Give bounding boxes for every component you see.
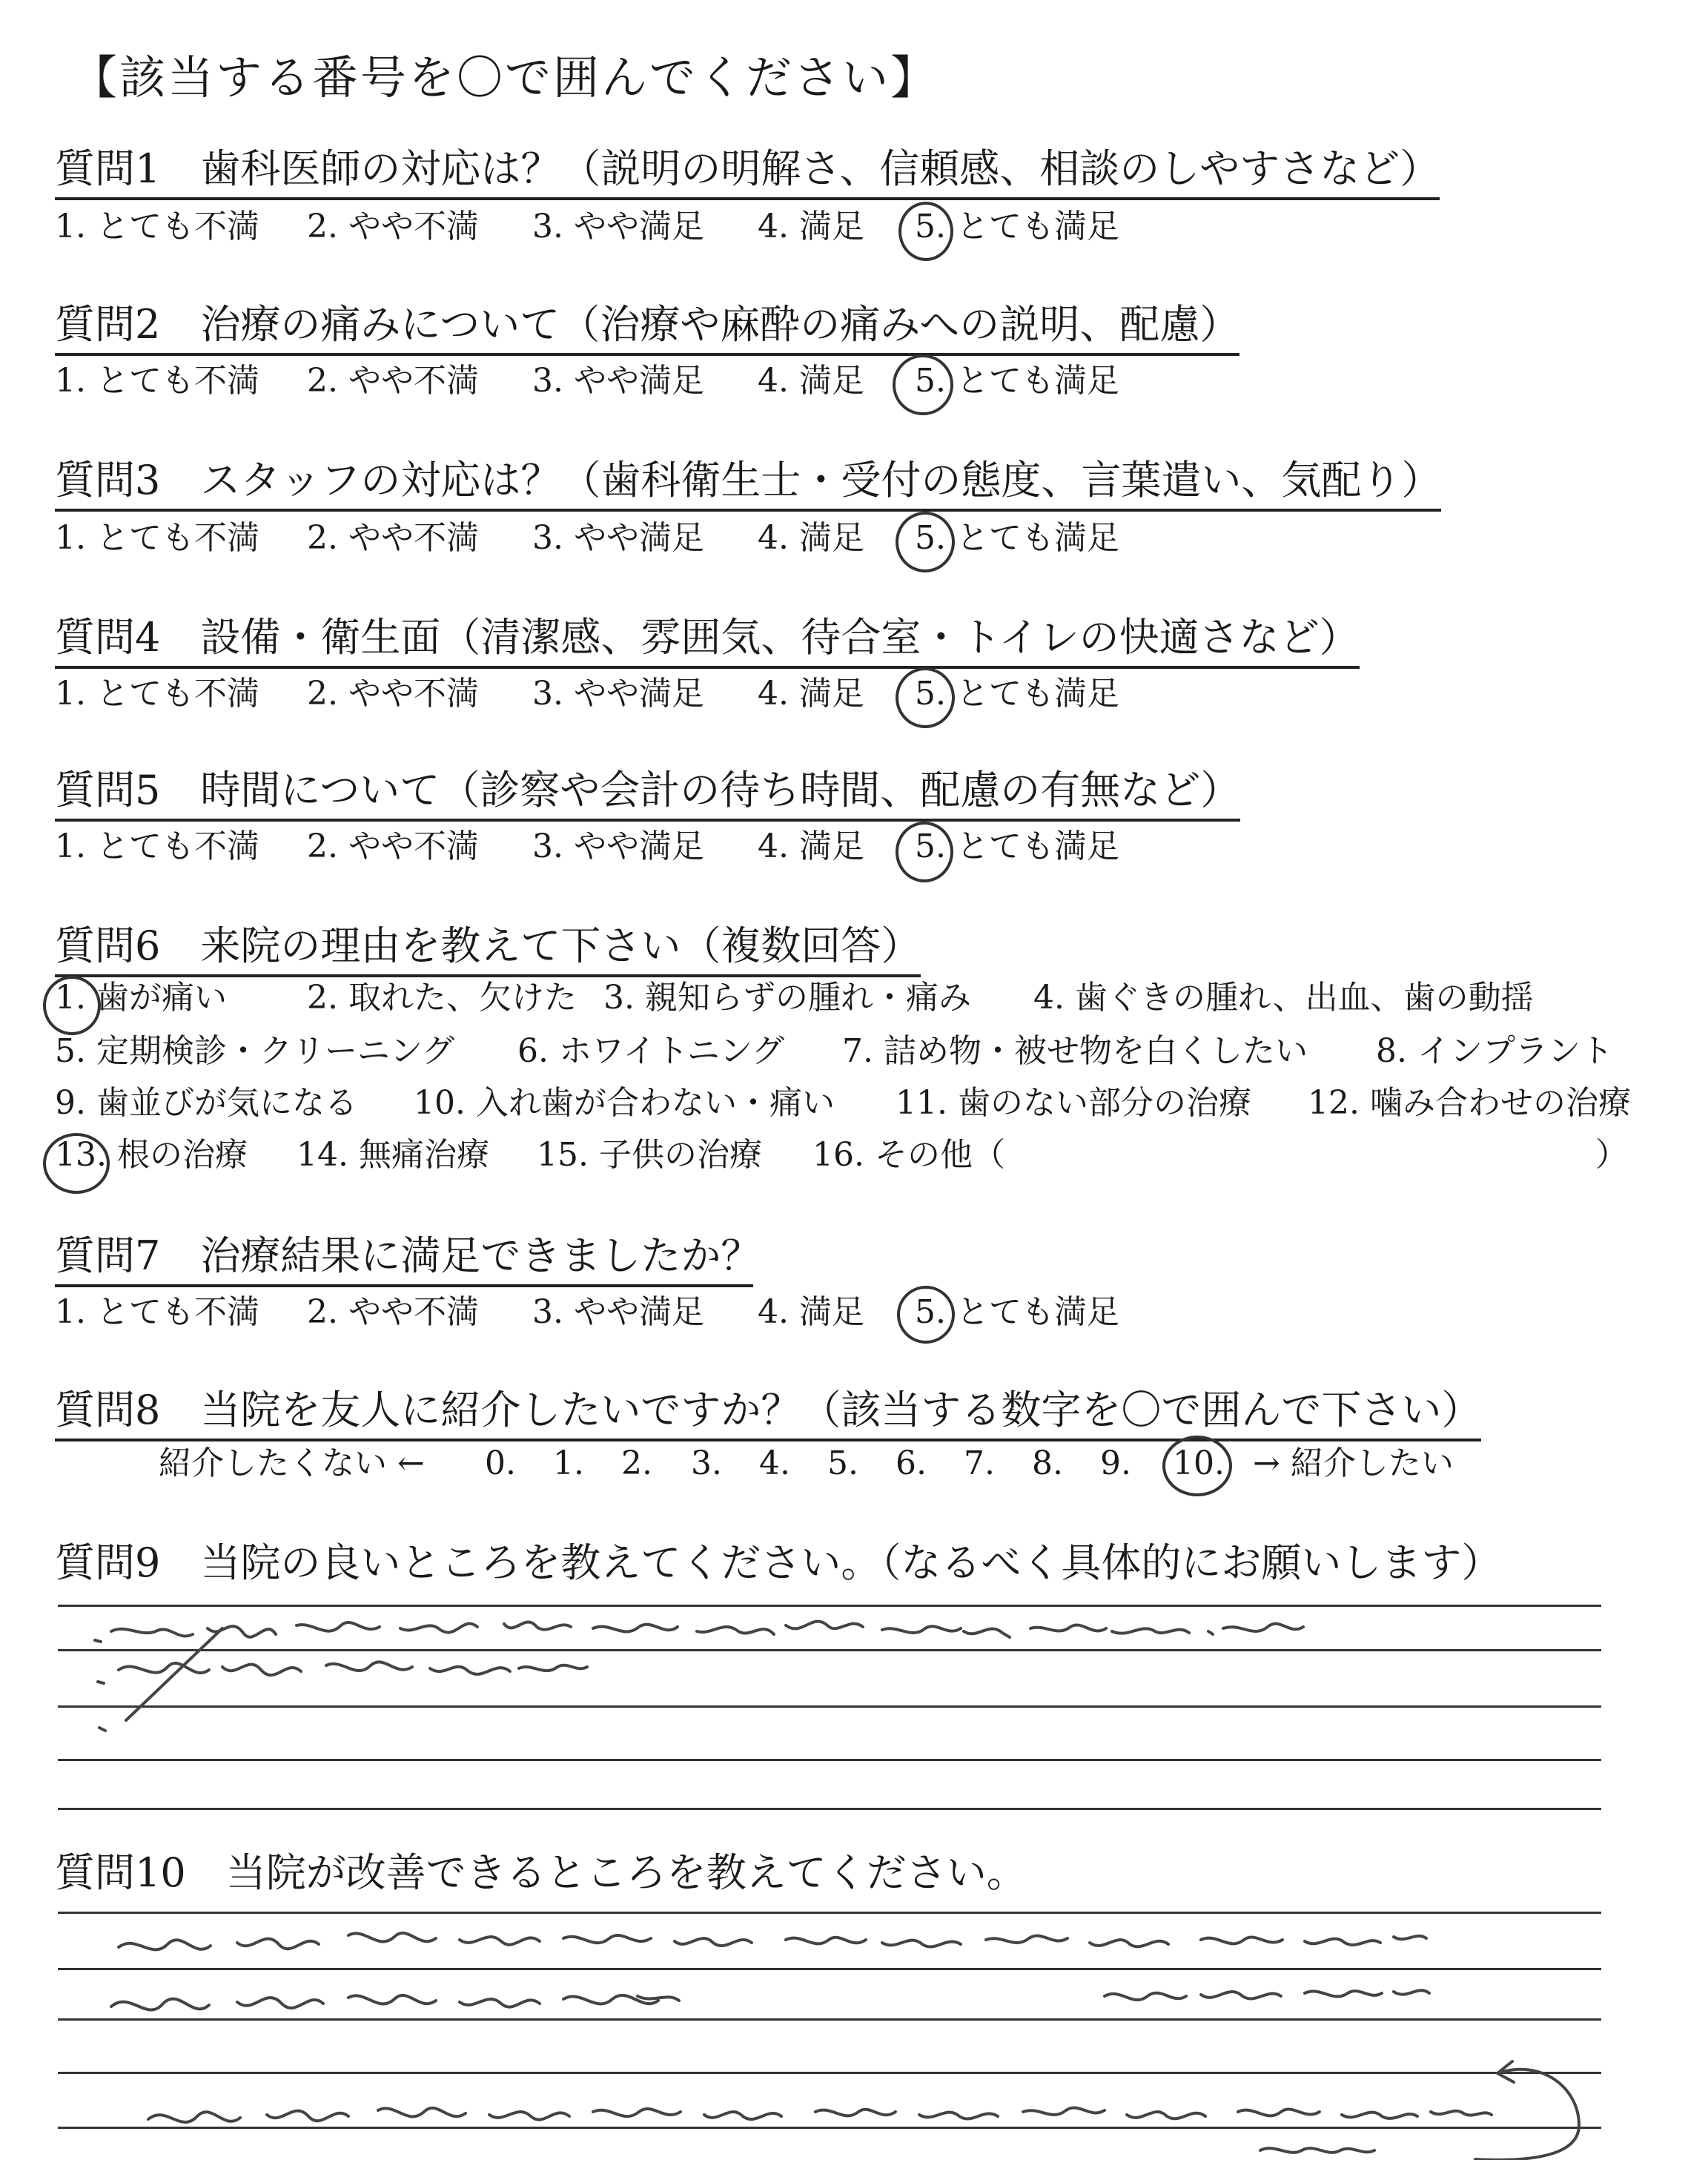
q8-right-label: → 紹介したい (1253, 1444, 1454, 1482)
q9-handwriting-line-2 (98, 1662, 587, 1683)
q8-left-label: 紹介したくない ← (159, 1444, 425, 1482)
question-8-heading: 質問8 当院を友人に紹介したいですか？（該当する数字を〇で囲んで下さい） (55, 1387, 1481, 1441)
q6-option-14[interactable]: 14. 無痛治療 (297, 1136, 489, 1174)
q2-option-1[interactable]: 1. とても不満 (55, 362, 259, 400)
q3-option-3[interactable]: 3. やや満足 (532, 519, 704, 557)
q3-option-4[interactable]: 4. 満足 (758, 519, 864, 557)
q2-option-4[interactable]: 4. 満足 (758, 362, 864, 400)
question-9-heading: 質問9 当院の良いところを教えてください。（なるべく具体的にお願いします） (55, 1539, 1502, 1586)
q8-scale-3[interactable]: 3. (691, 1444, 722, 1482)
q6-option-1[interactable]: 1. 歯が痛い (55, 979, 227, 1017)
q8-scale-5[interactable]: 5. (827, 1444, 858, 1482)
question-5-heading: 質問5 時間について（診察や会計の待ち時間、配慮の有無など） (55, 767, 1240, 822)
q1-option-4[interactable]: 4. 満足 (758, 208, 864, 245)
q7-option-2[interactable]: 2. やや不満 (307, 1293, 479, 1331)
q10-handwriting-line-4 (148, 2108, 1492, 2122)
q6-option-5[interactable]: 5. 定期検診・クリーニング (55, 1032, 455, 1070)
q1-option-5[interactable]: 5. とても満足 (915, 208, 1119, 245)
q8-scale-1[interactable]: 1. (553, 1444, 584, 1482)
q5-option-4[interactable]: 4. 満足 (758, 828, 864, 865)
q8-scale-8[interactable]: 8. (1032, 1444, 1063, 1482)
q1-option-3[interactable]: 3. やや満足 (532, 208, 704, 245)
q10-handwriting-line-1 (119, 1933, 1426, 1950)
q6-other-close-paren: ） (1595, 1136, 1628, 1174)
q8-scale-9[interactable]: 9. (1100, 1444, 1131, 1482)
q10-handwriting-line-2 (111, 1995, 679, 2010)
q8-scale-7[interactable]: 7. (964, 1444, 995, 1482)
q6-option-6[interactable]: 6. ホワイトニング (517, 1032, 785, 1070)
q9-strikethrough (126, 1628, 222, 1720)
q6-option-12[interactable]: 12. 噛み合わせの治療 (1308, 1084, 1631, 1122)
q8-scale-4[interactable]: 4. (759, 1444, 790, 1482)
q3-option-2[interactable]: 2. やや不満 (307, 519, 479, 557)
question-4-heading: 質問4 設備・衛生面（清潔感、雰囲気、待合室・トイレの快適さなど） (55, 614, 1360, 669)
q6-option-2[interactable]: 2. 取れた、欠けた (307, 979, 577, 1017)
q6-option-8[interactable]: 8. インプラント (1376, 1032, 1613, 1070)
q4-option-3[interactable]: 3. やや満足 (532, 675, 704, 713)
q10-bracket-arrow (1475, 2061, 1579, 2160)
q6-option-11[interactable]: 11. 歯のない部分の治療 (896, 1084, 1251, 1122)
q2-option-5[interactable]: 5. とても満足 (915, 362, 1119, 400)
q9-dot (99, 1728, 105, 1731)
q10-handwriting-line-5 (1260, 2148, 1374, 2153)
q2-option-3[interactable]: 3. やや満足 (532, 362, 704, 400)
q5-option-5[interactable]: 5. とても満足 (915, 828, 1119, 865)
q7-option-1[interactable]: 1. とても不満 (55, 1293, 259, 1331)
question-7-heading: 質問7 治療結果に満足できましたか？ (55, 1232, 753, 1287)
q4-option-5[interactable]: 5. とても満足 (915, 675, 1119, 713)
question-3-heading: 質問3 スタッフの対応は？（歯科衛生士・受付の態度、言葉遣い、気配り） (55, 457, 1441, 512)
q6-option-13[interactable]: 13. 根の治療 (55, 1136, 248, 1174)
q7-option-4[interactable]: 4. 満足 (758, 1293, 864, 1331)
q5-option-3[interactable]: 3. やや満足 (532, 828, 704, 865)
question-2-heading: 質問2 治療の痛みについて（治療や麻酔の痛みへの説明、配慮） (55, 301, 1239, 356)
q5-option-2[interactable]: 2. やや不満 (307, 828, 479, 865)
q8-scale-0[interactable]: 0. (485, 1444, 516, 1482)
q4-option-1[interactable]: 1. とても不満 (55, 675, 259, 713)
q1-option-1[interactable]: 1. とても不満 (55, 208, 259, 245)
q3-option-5[interactable]: 5. とても満足 (915, 519, 1119, 557)
question-10-heading: 質問10 当院が改善できるところを教えてください。 (55, 1849, 1027, 1896)
q4-option-2[interactable]: 2. やや不満 (307, 675, 479, 713)
q6-option-4[interactable]: 4. 歯ぐきの腫れ、出血、歯の動揺 (1033, 979, 1534, 1017)
q2-option-2[interactable]: 2. やや不満 (307, 362, 479, 400)
q5-option-1[interactable]: 1. とても不満 (55, 828, 259, 865)
question-6-heading: 質問6 来院の理由を教えて下さい（複数回答） (55, 922, 921, 977)
q6-option-3[interactable]: 3. 親知らずの腫れ・痛み (603, 979, 971, 1017)
page-title: 【該当する番号を〇で囲んでください】 (71, 50, 939, 105)
q8-scale-10[interactable]: 10. (1173, 1444, 1225, 1482)
q6-option-16[interactable]: 16. その他（ (812, 1136, 1005, 1174)
q7-option-3[interactable]: 3. やや満足 (532, 1293, 704, 1331)
q6-option-9[interactable]: 9. 歯並びが気になる (55, 1084, 357, 1122)
q8-scale-6[interactable]: 6. (896, 1444, 927, 1482)
question-1-heading: 質問1 歯科医師の対応は？（説明の明解さ、信頼感、相談のしやすさなど） (55, 145, 1440, 200)
q3-option-1[interactable]: 1. とても不満 (55, 519, 259, 557)
q8-scale-2[interactable]: 2. (621, 1444, 652, 1482)
q10-handwriting-line-3 (1105, 1990, 1429, 2000)
q6-option-15[interactable]: 15. 子供の治療 (537, 1136, 762, 1174)
q7-option-5[interactable]: 5. とても満足 (915, 1293, 1119, 1331)
q1-option-2[interactable]: 2. やや不満 (307, 208, 479, 245)
q4-option-4[interactable]: 4. 満足 (758, 675, 864, 713)
q9-handwriting-line-1 (95, 1622, 1303, 1642)
q6-option-10[interactable]: 10. 入れ歯が合わない・痛い (414, 1084, 835, 1122)
q6-option-7[interactable]: 7. 詰め物・被せ物を白くしたい (842, 1032, 1308, 1070)
